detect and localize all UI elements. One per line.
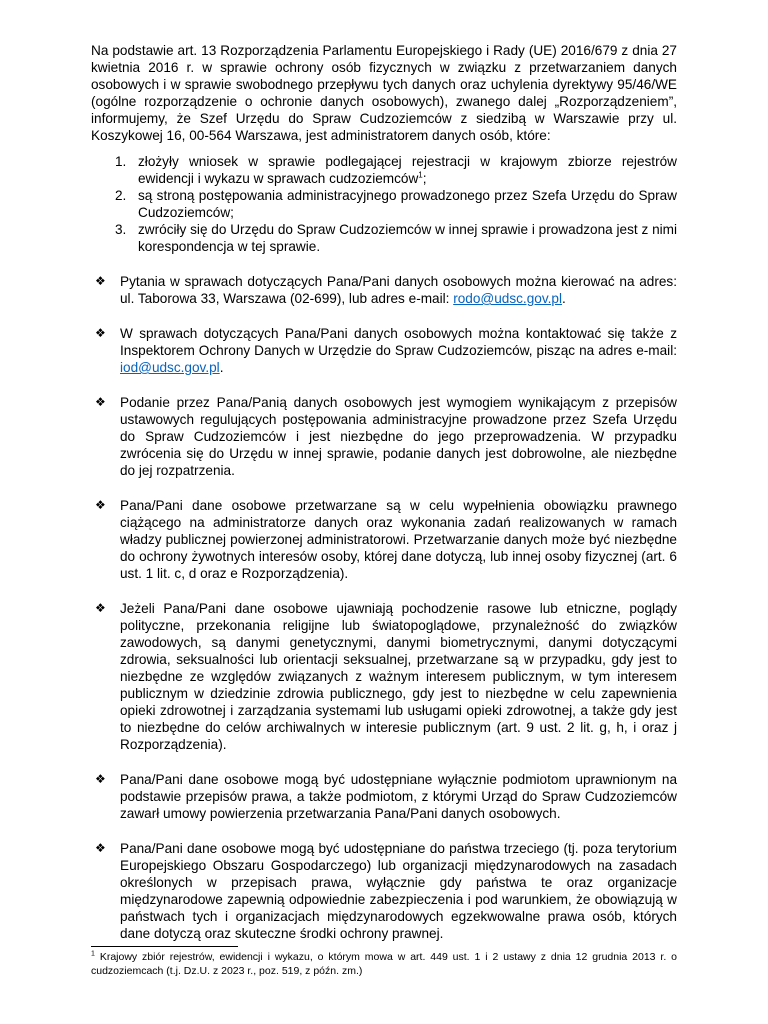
list-number: 1. bbox=[115, 154, 127, 169]
list-item-text: złożyły wniosek w sprawie podlegającej rejestracji w krajowym zbiorze rejestrów ewidencji i wykazu w sprawach cudzoziemców bbox=[138, 154, 677, 186]
diamond-bullet-icon: ❖ bbox=[95, 772, 106, 786]
iod-paragraph bbox=[91, 325, 677, 376]
list-item bbox=[91, 187, 677, 221]
iod-end: . bbox=[219, 360, 224, 375]
diamond-bullet-icon: ❖ bbox=[95, 326, 106, 340]
bullet-text: Pana/Pani dane osobowe mogą być udostępniane do państwa trzeciego (tj. poza terytorium Europejskiego Obszaru Gospodarczego) lub organizacji międzynarodowych na zasadach określonych w przepisach prawa, wyłącznie gdy państwa te oraz organizacje międzynarodowe zapewnią odpowiednie zabezpieczenia i pod warunkiem, że obowiązują w państwach tych i organizacjach międzynarodowych egzekwowalne prawa osób, których dane dotyczą oraz skuteczne środki ochrony prawnej. bbox=[120, 841, 677, 941]
bullet-paragraph bbox=[91, 771, 677, 822]
bullet-paragraph bbox=[91, 497, 677, 582]
bullet-paragraph bbox=[91, 600, 677, 753]
footnote-text: Krajowy zbiór rejestrów, ewidencji i wykazu, o którym mowa w art. 449 ust. 1 i 2 ustawy z dnia 12 grudnia 2013 r. o cudzoziemcach (t.j. Dz.U. z 2023 r., poz. 519, z późn. zm.) bbox=[91, 951, 677, 977]
footnote-separator bbox=[91, 946, 238, 947]
list-number: 3. bbox=[115, 222, 127, 237]
iod-text: W sprawach dotyczących Pana/Pani danych osobowych można kontaktować się także z Inspektorem Ochrony Danych w Urzędzie do Spraw Cudzoziemców, pisząc na adres e-mail: bbox=[120, 326, 677, 358]
data-subjects-list bbox=[91, 153, 677, 255]
iod-email-link[interactable]: iod@udsc.gov.pl bbox=[120, 360, 220, 375]
footnote bbox=[91, 950, 677, 978]
diamond-bullet-icon: ❖ bbox=[95, 498, 106, 512]
footnote-number: 1 bbox=[91, 950, 95, 958]
diamond-bullet-icon: ❖ bbox=[95, 841, 106, 855]
list-item bbox=[91, 153, 677, 187]
list-number: 2. bbox=[115, 188, 127, 203]
bullet-text: Pana/Pani dane osobowe przetwarzane są w celu wypełnienia obowiązku prawnego ciążącego na administratorze danych oraz wykonania zadań realizowanych w ramach władzy publicznej powierzonej administratorowi. Przetwarzanie danych może być niezbędne do ochrony żywotnych interesów osoby, której dane dotyczą, lub innej osoby fizycznej (art. 6 ust. 1 lit. c, d oraz e Rozporządzenia). bbox=[120, 498, 677, 581]
bullet-text: Podanie przez Pana/Panią danych osobowych jest wymogiem wynikającym z przepisów ustawowych regulujących postępowania administracyjne prowadzone przez Szefa Urzędu do Spraw Cudzoziemców i jest niezbędne do jego przeprowadzenia. W przypadku zwrócenia się do Urzędu w innej sprawie, podanie danych jest dobrowolne, ale niezbędne do jej rozpatrzenia. bbox=[120, 395, 677, 478]
list-item bbox=[91, 221, 677, 255]
intro-paragraph: Na podstawie art. 13 Rozporządzenia Parlamentu Europejskiego i Rady (UE) 2016/679 z dnia 27 kwietnia 2016 r. w sprawie ochrony osób fizycznych w związku z przetwarzaniem danych osobowych i w sprawie swobodnego przepływu tych danych oraz uchylenia dyrektywy 95/46/WE (ogólne rozporządzenie o ochronie danych osobowych), zwanego dalej „Rozporządzeniem”, informujemy, że Szef Urzędu do Spraw Cudzoziemców z siedzibą w Warszawie przy ul. Koszykowej 16, 00-564 Warszawa, jest administratorem danych osób, które: bbox=[91, 43, 677, 143]
list-item-end: ; bbox=[422, 171, 427, 186]
bullet-text: Jeżeli Pana/Pani dane osobowe ujawniają pochodzenie rasowe lub etniczne, poglądy polityczne, przekonania religijne lub światopoglądowe, przynależność do związków zawodowych, są danymi genetycznymi, danymi biometrycznymi, danymi dotyczącymi zdrowia, seksualności lub orientacji seksualnej, przetwarzane są w przypadku, gdy jest to niezbędne ze względów związanych z ważnym interesem publicznym, w tym interesem publicznym w dziedzinie zdrowia publicznego, gdy jest to niezbędne w celu zapewnienia opieki zdrowotnej i zarządzania systemami lub usługami opieki zdrowotnej, a także gdy jest to niezbędne do celów archiwalnych w interesie publicznym (art. 9 ust. 2 lit. g, h, i oraz j Rozporządzenia). bbox=[120, 601, 677, 752]
bullet-paragraph bbox=[91, 394, 677, 479]
bullet-paragraph bbox=[91, 840, 677, 942]
diamond-bullet-icon: ❖ bbox=[95, 395, 106, 409]
contact-end: . bbox=[561, 291, 566, 306]
diamond-bullet-icon: ❖ bbox=[95, 601, 106, 615]
contact-paragraph bbox=[91, 273, 677, 307]
document-page bbox=[91, 42, 677, 960]
list-item-text: są stroną postępowania administracyjnego prowadzonego przez Szefa Urzędu do Spraw Cudzoziemców; bbox=[138, 188, 677, 220]
bullet-text: Pana/Pani dane osobowe mogą być udostępniane wyłącznie podmiotom uprawnionym na podstawie przepisów prawa, a także podmiotom, z którymi Urząd do Spraw Cudzoziemców zawarł umowy powierzenia przetwarzania Pana/Pani danych osobowych. bbox=[120, 772, 677, 821]
footnote-reference[interactable]: 1 bbox=[418, 170, 423, 180]
diamond-bullet-icon: ❖ bbox=[95, 274, 106, 288]
rodo-email-link[interactable]: rodo@udsc.gov.pl bbox=[453, 291, 562, 306]
contact-text: Pytania w sprawach dotyczących Pana/Pani danych osobowych można kierować na adres: ul. Taborowa 33, Warszawa (02-699), lub adres e-mail: bbox=[120, 274, 677, 306]
list-item-text: zwróciły się do Urzędu do Spraw Cudzoziemców w innej sprawie i prowadzona jest z nimi korespondencja w tej sprawie. bbox=[138, 222, 677, 254]
